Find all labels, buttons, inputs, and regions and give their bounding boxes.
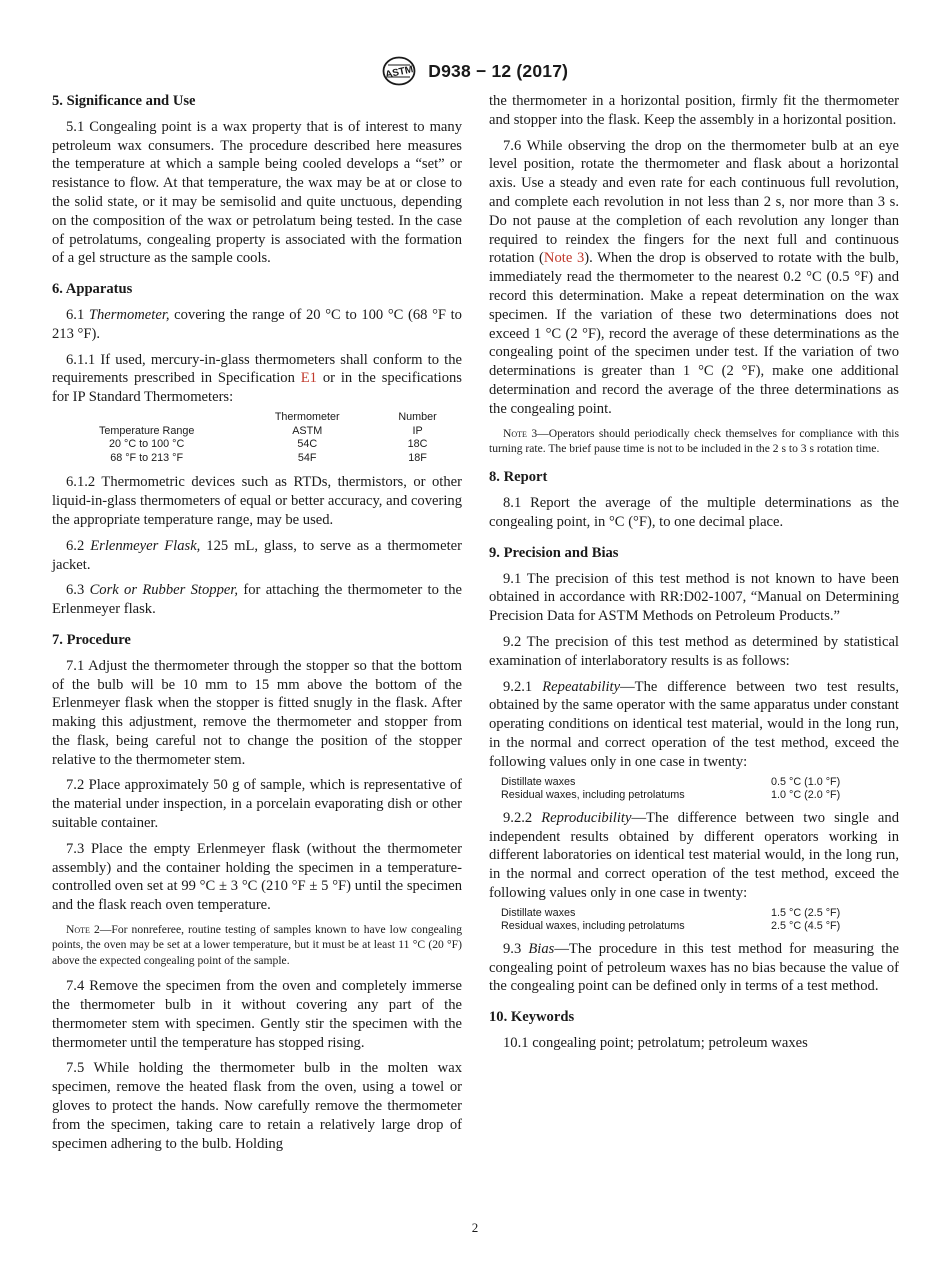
paragraph-7-5-continued: the thermometer in a horizontal position, firmly fit the thermometer and stopper into the flask. Keep the assembly in a horizontal position. — [489, 93, 899, 128]
table-head-astm: ASTM — [292, 424, 323, 437]
section-9-heading: 9. Precision and Bias — [489, 544, 619, 561]
table-head-ip: IP — [412, 424, 423, 437]
paragraph-7-5: 7.5 While holding the thermometer bulb in the molten wax specimen, remove the heated flask from the oven, using a towel or gloves to protect the hands. Now carefully remove the thermometer from the specimen, taking care to retain a relatively large drop of specimen adhering to the bulb. Holding — [52, 1060, 462, 1152]
table-row: Residual waxes, including petrolatums 2.5 °C (4.5 °F) — [501, 920, 841, 933]
ref-e1-link[interactable]: E1 — [300, 370, 317, 387]
left-column — [52, 92, 462, 1160]
repeatability-table — [501, 776, 840, 803]
table-head-number: Number — [398, 410, 437, 423]
paragraph-7-2: 7.2 Place approximately 50 g of sample, which is representative of the material under inspection, in a porcelain evaporating dish or other suitable container. — [52, 777, 462, 832]
reproducibility-table — [501, 907, 840, 934]
paragraph-8-1: 8.1 Report the average of the multiple determinations as the congealing point, in °C (°F), to one decimal place. — [489, 495, 899, 530]
paragraph-6-3: 6.3 Cork or Rubber Stopper, for attaching the thermometer to the Erlenmeyer flask. — [52, 582, 463, 618]
paragraph-6-2: 6.2 Erlenmeyer Flask, 125 mL, glass, to serve as a thermometer jacket. — [52, 537, 462, 573]
paragraph-7-4: 7.4 Remove the specimen from the oven and completely immerse the thermometer bulb in it without covering any part of the thermometer stem with specimen. Gently stir the specimen with the thermometer until the temperature has stopped rising. — [52, 978, 462, 1051]
section-7-heading: 7. Procedure — [52, 631, 131, 648]
table-row: Distillate waxes 0.5 °C (1.0 °F) — [501, 775, 841, 788]
thermometer-table — [52, 411, 462, 465]
table-row: Residual waxes, including petrolatums 1.0 °C (2.0 °F) — [501, 789, 841, 802]
paragraph-9-2-2: 9.2.2 Reproducibility—The difference between two single and independent results obtained by different operators working in different laboratories on identical test material would, in the long run, in the normal and correct operation of the test method, exceed the following values only in one case in twenty: — [489, 809, 899, 901]
right-column — [489, 92, 899, 1060]
paragraph-6-1: 6.1 Thermometer, covering the range of 20 °C to 100 °C (68 °F to 213 °F). — [52, 306, 462, 342]
paragraph-9-2-1: 9.2.1 Repeatability—The difference between two test results, obtained by the same operator with the same apparatus under constant operating conditions on identical test material, would in the long run, in the normal and correct operation of the test method, exceed the following values only in one case in twenty: — [489, 678, 899, 770]
astm-logo-icon — [382, 56, 416, 86]
paragraph-9-1: 9.1 The precision of this test method is not known to have been obtained in accordance with RR:D02-1007, “Manual on Determining Precision Data for ASTM Methods on Petroleum Products.” — [489, 570, 899, 625]
page-header — [0, 56, 950, 86]
table-row: 20 °C to 100 °C 54C 18C — [109, 438, 428, 451]
table-row: 68 °F to 213 °F 54F 18F — [110, 451, 427, 464]
svg-text:ASTM: ASTM — [384, 64, 415, 81]
section-8-heading: 8. Report — [489, 469, 548, 486]
note-2: Note 2—For nonreferee, routine testing of samples known to have low congealing points, the oven may be set at a lower temperature, but it must be at least 11 °C (20 °F) above the expected congealing point of the sample. — [52, 923, 462, 967]
document-designation: D938 − 12 (2017) — [428, 60, 569, 81]
note-3: Note 3—Operators should periodically check themselves for compliance with this turning rate. The brief pause time is not to be included in the 2 s to 3 s rotation time. — [489, 426, 899, 455]
paragraph-10-1: 10.1 congealing point; petrolatum; petroleum waxes — [503, 1035, 808, 1052]
paragraph-7-3: 7.3 Place the empty Erlenmeyer flask (without the thermometer assembly) and the container holding the specimen in a temperature-controlled oven set at 99 °C ± 3 °C (210 °F ± 5 °F) until the specimen and the flask reach oven temperature. — [52, 840, 462, 914]
section-6-heading: 6. Apparatus — [52, 281, 133, 298]
paragraph-5-1: 5.1 Congealing point is a wax property that is of interest to many petroleum wax consumers. The procedure described here measures the temperature at which a sample being cooled develops a “set” or resistance to flow. At that temperature, the wax may be at or close to the solid state, or it may be semisolid and quite unctuous, depending on the composition of the wax or petrolatum being tested. In the case of petrolatums, congealing property is associated with the formation of a gel structure as the sample cools. — [52, 118, 462, 267]
section-10-heading: 10. Keywords — [489, 1009, 575, 1026]
table-head-thermometer: Thermometer — [274, 410, 340, 423]
section-5-heading: 5. Significance and Use — [52, 93, 196, 109]
paragraph-7-1: 7.1 Adjust the thermometer through the stopper so that the bottom of the bulb will be 10 mm to 15 mm above the bottom of the Erlenmeyer flask when the stopper is fitted snugly in the flask. After making this adjustment, remove the thermometer and stopper from the flask, being careful not to change the position of the stopper relative to the thermometer stem. — [52, 657, 462, 768]
table-head-range: Temperature Range — [98, 424, 195, 437]
paragraph-6-1-1: 6.1.1 If used, mercury-in-glass thermometers shall conform to the requirements prescribed in Specification E1 or in the specifications for IP Standard Thermometers: — [52, 351, 462, 406]
ref-note-3-link[interactable]: Note 3 — [543, 250, 585, 267]
table-row: Distillate waxes 1.5 °C (2.5 °F) — [501, 906, 841, 919]
paragraph-7-6: 7.6 While observing the drop on the thermometer bulb at an eye level position, rotate the thermometer and flask about a horizontal axis. Use a steady and even rate for each continuous full revolution, and complete each revolution in not less than 2 s, nor more than 3 s. Do not pause at the completion of each revolution any longer than required to reindex the fingers for the next full and continuous rotation (Note 3). When the drop is observed to rotate with the bulb, immediately read the thermometer to the nearest 0.2 °C (0.5 °F) and record this determination. Make a repeat determination on the wax specimen. If the variation of these two determinations does not exceed 1 °C (2 °F), record the average of these determinations as the congealing point of the specimen under test. If the variation of two determinations is greater than 1 °C (2 °F), make one additional determination and record the average of the three determinations as the congealing point. — [489, 137, 899, 417]
page-number: 2 — [471, 1220, 479, 1235]
paragraph-9-3: 9.3 Bias—The procedure in this test method for measuring the congealing point of petroleum waxes has no bias because the value of the congealing point can be defined only in terms of a test method. — [489, 940, 899, 995]
paragraph-9-2: 9.2 The precision of this test method as determined by statistical examination of interlaboratory results is as follows: — [489, 633, 899, 669]
paragraph-6-1-2: 6.1.2 Thermometric devices such as RTDs, thermistors, or other liquid-in-glass thermometers of equal or better accuracy, and covering the appropriate temperature range, may be used. — [52, 474, 462, 528]
